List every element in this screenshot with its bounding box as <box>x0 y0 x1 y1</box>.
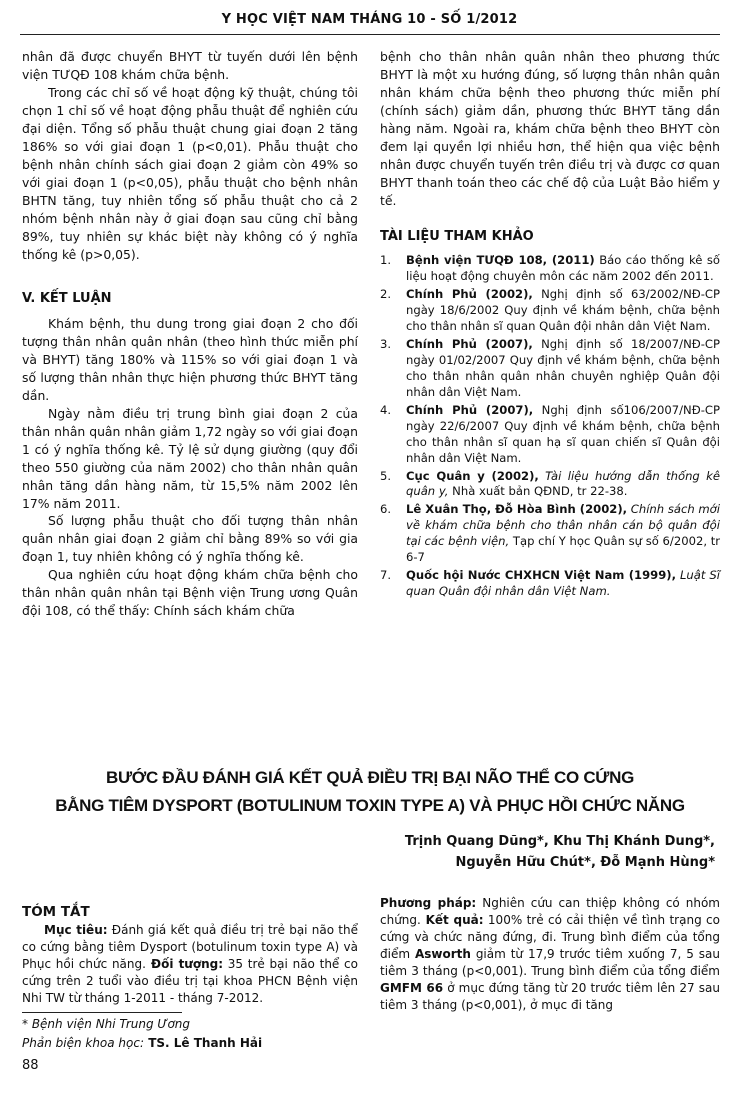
header-rule <box>20 34 720 35</box>
conclusion-paragraph-3: Số lượng phẫu thuật cho đối tượng thân nhân quân nhân giai đoạn 2 giảm chỉ bằng 89% so với gia đoạn 1, tuy nhiên không có ý nghĩa thống kê. <box>22 513 358 565</box>
reviewer-label: Phản biện khoa học: <box>22 1036 145 1050</box>
reference-number: 7. <box>380 568 392 583</box>
reference-text: Tạp chí Y học Quân sự số 6/2002, tr 6-7 <box>406 534 721 565</box>
reference-text: Báo cáo thống kê số liệu hoạt động chuyên môn các năm 2002 đến 2011. <box>406 252 721 283</box>
method-label: Phương pháp: <box>380 896 477 910</box>
reference-item <box>380 287 720 335</box>
abstract-left-column <box>22 922 358 1007</box>
reference-author: Chính Phủ (2007), <box>406 336 533 351</box>
reference-number: 6. <box>380 502 392 517</box>
reference-item <box>380 568 720 600</box>
results-text: ở mục đứng tăng từ 20 trước tiêm lên 27 sau tiêm 3 tháng (p<0,001), ở mục đi tăng <box>380 981 720 1013</box>
reference-number: 1. <box>380 252 392 267</box>
reference-author: Bệnh viện TƯQĐ 108, (2011) <box>406 252 595 267</box>
reference-text: Nghị định số 18/2007/NĐ-CP ngày 01/02/2007 Quy định về khám bệnh, chữa bệnh cho thân nhân quân nhân chuyên nghiệp Quân đội nhân dân Việt Nam. <box>406 336 720 399</box>
left-paragraph-2: Trong các chỉ số về hoạt động kỹ thuật, chúng tôi chọn 1 chỉ số về hoạt động phẫu thuật để nghiên cứu đại diện. Tổng số phẫu thuật chung giai đoạn 2 tăng 186% so với giai đoạn 1 (p<0,01). Phẫu thuật cho bệnh nhân chính sách giai đoạn 2 giảm còn 49% so với giai đoạn 1 (p<0,05), phẫu thuật cho bệnh nhân BHTN tăng, tuy nhiên tổng số phẫu thuật cho cả 2 nhóm bệnh nhân này ở giai đoạn sau cũng chỉ bằng 89%, tuy nhiên sự khác biệt này không có ý nghĩa thống kê (p>0,05). <box>22 84 358 262</box>
affiliation-footnote: * Bệnh viện Nhi Trung Ương <box>22 1017 191 1031</box>
authors-line-1: Trịnh Quang Dũng*, Khu Thị Khánh Dung*, <box>404 834 715 849</box>
article-title-line-1: BƯỚC ĐẦU ĐÁNH GIÁ KẾT QUẢ ĐIỀU TRỊ BẠI NÃO THỂ CO CỨNG <box>105 768 634 787</box>
running-header: Y HỌC VIỆT NAM THÁNG 10 - SỐ 1/2012 <box>221 12 518 27</box>
objective-text: Đánh giá kết quả điều trị trẻ bại não thể co cứng bằng tiêm Dysport (botulinum toxin type A) và Phục hồi chức năng. <box>22 923 358 972</box>
reference-item <box>380 502 720 566</box>
reference-number: 4. <box>380 402 392 417</box>
left-column <box>22 48 358 620</box>
abstract-right-column <box>380 895 720 1014</box>
conclusion-paragraph-2: Ngày nằm điều trị trung bình giai đoạn 2 của thân nhân quân nhân giảm 1,72 ngày so với giai đoạn 1 có ý nghĩa thống kê. Tỷ lệ sử dụng giường (quy đổi theo 550 giường của năm 2002) cho thân nhân quân nhân tăng dần hàng năm, từ 15,5% năm 2002 lên 17% năm 2011. <box>22 405 358 511</box>
conclusion-heading: V. KẾT LUẬN <box>22 290 112 306</box>
reference-number: 3. <box>380 336 392 351</box>
reference-item <box>380 253 720 285</box>
conclusion-paragraph-1: Khám bệnh, thu dung trong giai đoạn 2 cho đối tượng thân nhân quân nhân (theo hình thức miễn phí và BHYT) tăng 180% và 115% so với giai đoạn 1 và số lượng thân nhân thực hiện phương thức BHYT tăng dần. <box>22 315 358 403</box>
reference-title: Luật Sĩ quan Quân đội nhân dân Việt Nam. <box>406 568 720 599</box>
reference-item <box>380 337 720 401</box>
reference-author: Quốc hội Nước CHXHCN Việt Nam (1999), <box>406 568 676 583</box>
left-paragraph-1: nhân đã được chuyển BHYT từ tuyến dưới lên bệnh viện TƯQĐ 108 khám chữa bệnh. <box>22 49 358 82</box>
reviewer-footnote <box>22 1036 262 1050</box>
authors-line-2: Nguyễn Hữu Chút*, Đỗ Mạnh Hùng* <box>455 855 715 870</box>
right-column <box>380 48 720 602</box>
footnote-rule <box>22 1012 182 1013</box>
conclusion-paragraph-4: Qua nghiên cứu hoạt động khám chữa bệnh cho thân nhân quân nhân tại Bệnh viện Trung ương Quân đội 108, có thể thấy: Chính sách khám chữa <box>22 567 358 619</box>
objective-label: Mục tiêu: <box>44 923 108 937</box>
references-heading: TÀI LIỆU THAM KHẢO <box>380 228 534 244</box>
reference-title: Tài liệu hướng dẫn thống kê quân y, <box>406 468 720 499</box>
reference-author: Chính Phủ (2007), <box>406 402 534 417</box>
reference-number: 2. <box>380 286 392 301</box>
reference-item <box>380 403 720 467</box>
reference-author: Chính Phủ (2002), <box>406 286 533 301</box>
subjects-label: Đối tượng: <box>145 957 224 972</box>
reference-author: Lê Xuân Thọ, Đỗ Hòa Bình (2002), <box>406 502 628 517</box>
reference-text: Nghị định số106/2007/NĐ-CP ngày 22/6/2007 Quy định về khám bệnh, chữa bệnh cho thân nhân sĩ quan hạ sĩ quan chiến sĩ Quân đội nhân dân Việt Nam. <box>406 402 720 465</box>
reference-text: Nghị định số 63/2002/NĐ-CP ngày 18/6/2002 Quy định về khám bệnh, chữa bệnh cho thân nhân sĩ quan Quân đội nhân dân Việt Nam. <box>406 286 720 333</box>
reference-list <box>380 253 720 601</box>
abstract-paragraph <box>380 895 720 1014</box>
page-number: 88 <box>22 1058 39 1073</box>
abstract-heading: TÓM TẮT <box>22 904 90 920</box>
article-title-line-2: BẰNG TIÊM DYSPORT (BOTULINUM TOXIN TYPE A) VÀ PHỤC HỒI CHỨC NĂNG <box>55 796 685 815</box>
method-text: Nghiên cứu can thiệp không có nhóm chứng. <box>380 896 720 928</box>
results-label: Kết quả: <box>420 913 484 928</box>
reference-item <box>380 469 720 501</box>
subjects-text: 35 trẻ bại não thể co cứng trên 2 tuổi vào điều trị tại khoa PHCN Bệnh viện Nhi TW từ tháng 1-2011 - tháng 7-2012. <box>22 957 358 1006</box>
reference-number: 5. <box>380 468 392 483</box>
gmfm-term: GMFM 66 <box>380 981 444 996</box>
reference-author: Cục Quân y (2002), <box>406 468 539 483</box>
asworth-term: Asworth <box>414 947 471 962</box>
right-paragraph-1: bệnh cho thân nhân quân nhân theo phương thức BHYT là một xu hướng đúng, số lượng thân nhân quân nhân khám chữa bệnh theo phương thức miễn phí (chính sách) giảm dần, phương thức BHYT tăng dần hàng năm. Ngoài ra, khám chữa bệnh theo BHYT còn đem lại quyền lợi nhiều hơn, thể hiện qua việc bệnh nhân được chuyển tuyến trên điều trị và được cơ quan BHYT thanh toán theo các chế độ của Luật Bảo hiểm y tế. <box>380 49 720 208</box>
reference-title: Chính sách mới về khám chữa bệnh cho thân nhân cán bộ quân đội tại các bệnh viện, <box>406 502 720 549</box>
results-text: giảm từ 17,9 trước tiêm xuống 7, 5 sau tiêm 3 tháng (p<0,001). Trung bình điểm của tổng điểm <box>380 947 720 979</box>
results-text: 100% trẻ có cải thiện về tình trạng co cứng và chức năng đứng, đi. Trung bình điểm của tổng điểm <box>380 913 721 962</box>
reviewer-name: TS. Lê Thanh Hải <box>144 1036 263 1050</box>
abstract-paragraph <box>22 922 358 1007</box>
reference-text: Nhà xuất bản QĐND, tr 22-38. <box>448 484 628 499</box>
